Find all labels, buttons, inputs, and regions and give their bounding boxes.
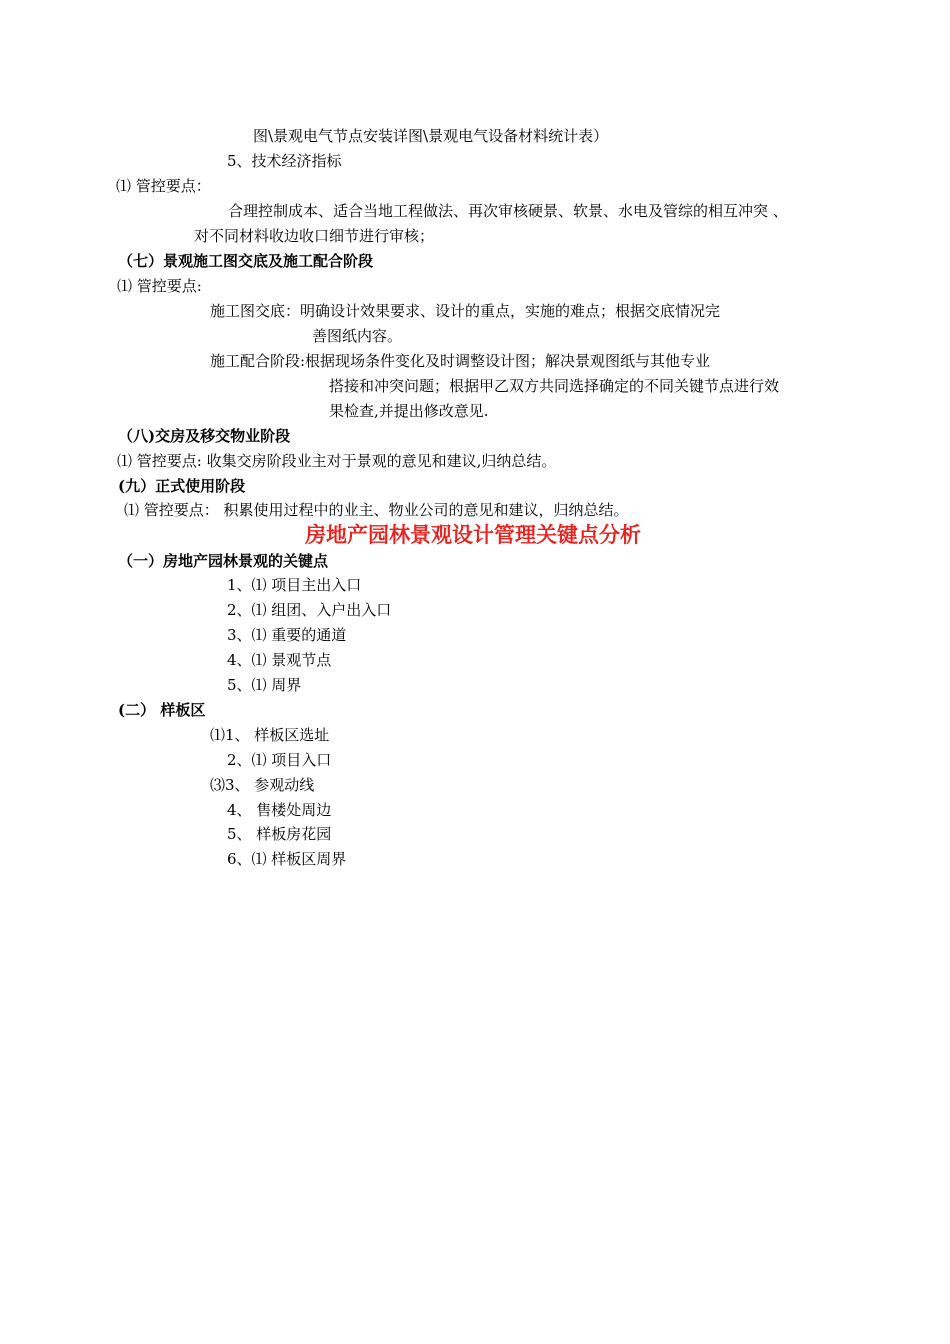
- section-heading: （七）景观施工图交底及施工配合阶段: [118, 252, 374, 270]
- section-heading: （八)交房及移交物业阶段: [118, 427, 291, 445]
- list-item: 6、⑴ 样板区周界: [227, 850, 347, 868]
- list-item: 5、⑴ 周界: [227, 676, 302, 694]
- list-item: ⑶3、 参观动线: [210, 776, 315, 794]
- text-line: 5、技术经济指标: [227, 152, 342, 170]
- text-line: 施工图交底：明确设计效果要求、设计的重点，实施的难点；根据交底情况完: [210, 302, 721, 320]
- text-line: 果检查,并提出修改意见.: [329, 402, 489, 420]
- text-line: 搭接和冲突问题；根据甲乙双方共同选择确定的不同关键节点进行效: [329, 377, 780, 395]
- list-item: 3、⑴ 重要的通道: [227, 626, 347, 644]
- text-line: 对不同材料收边收口细节进行审核；: [194, 227, 435, 245]
- list-item: 4、⑴ 景观节点: [227, 651, 332, 669]
- text-line: ⑴ 管控要点：: [116, 177, 211, 195]
- text-line: ⑴ 管控要点: 收集交房阶段业主对于景观的意见和建议,归纳总结。: [117, 452, 557, 470]
- section-heading: (九）正式使用阶段: [118, 477, 246, 495]
- text-line: ⑴ 管控要点:: [117, 277, 202, 295]
- list-item: ⑴1、 样板区选址: [210, 726, 330, 744]
- text-line: 善图纸内容。: [312, 327, 403, 345]
- list-item: 2、⑴ 项目入口: [227, 751, 332, 769]
- text-line: 合理控制成本、适合当地工程做法、再次审核硬景、软景、水电及管综的相互冲突 、: [228, 202, 788, 220]
- text-line: ⑴ 管控要点： 积累使用过程中的业主、物业公司的意见和建议，归纳总结。: [124, 501, 629, 519]
- document-title: 房地产园林景观设计管理关键点分析: [305, 522, 641, 547]
- text-line: 施工配合阶段:根据现场条件变化及时调整设计图；解决景观图纸与其他专业: [210, 352, 711, 370]
- text-line: 图\景观电气节点安装详图\景观电气设备材料统计表）: [253, 127, 609, 145]
- section-heading: (二） 样板区: [118, 701, 206, 719]
- list-item: 4、 售楼处周边: [227, 801, 332, 819]
- list-item: 1、⑴ 项目主出入口: [227, 576, 362, 594]
- list-item: 5、 样板房花园: [227, 825, 332, 843]
- section-heading: （一）房地产园林景观的关键点: [118, 552, 329, 570]
- list-item: 2、⑴ 组团、入户出入口: [227, 601, 392, 619]
